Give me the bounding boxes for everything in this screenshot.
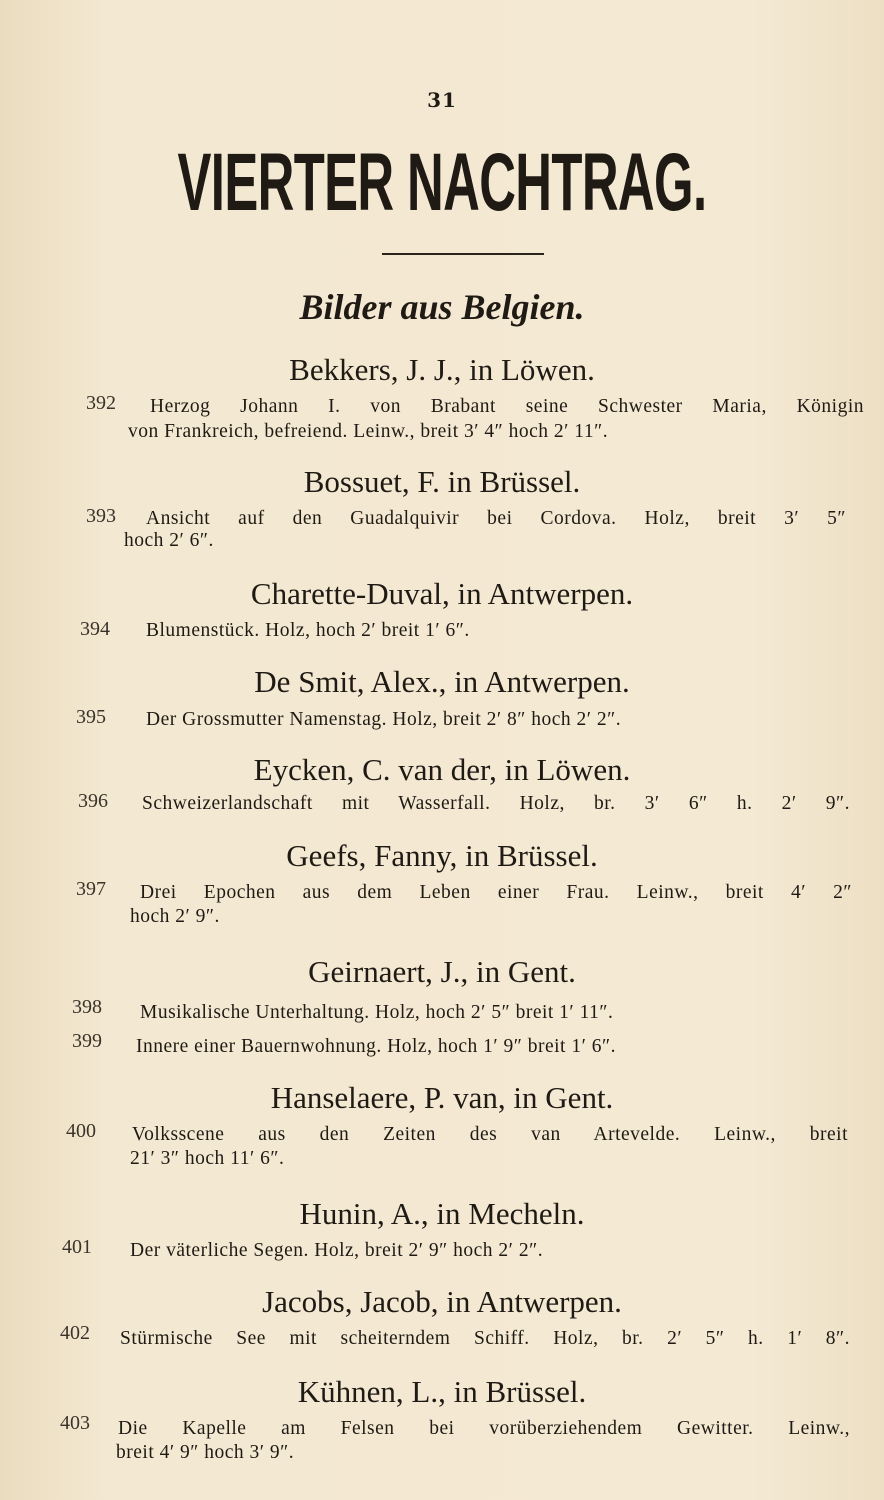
artist-heading: Jacobs, Jacob, in Antwerpen.	[262, 1284, 622, 1319]
artist-heading: Charette-Duval, in Antwerpen.	[250, 576, 634, 611]
entry-number: 396	[78, 790, 108, 812]
entry-text: Innere einer Bauernwohnung. Holz, hoch 1′ 9″ breit 1′ 6″.	[136, 1036, 616, 1057]
entry-text: Stürmische See mit scheiterndem Schiff. Holz, br. 2′ 5″ h. 1′ 8″.	[120, 1328, 850, 1349]
entry-text: Der väterliche Segen. Holz, breit 2′ 9″ hoch 2′ 2″.	[130, 1240, 544, 1261]
entry-number: 398	[72, 996, 102, 1018]
entry-text: Ansicht auf den Guadalquivir bei Cordova. Holz, breit 3′ 5″	[146, 508, 846, 529]
entry-number: 401	[62, 1236, 92, 1258]
artist-heading: Geirnaert, J., in Gent.	[308, 954, 576, 989]
entry-text: Drei Epochen aus dem Leben einer Frau. Leinw., breit 4′ 2″	[140, 882, 852, 903]
entry-text: Der Grossmutter Namenstag. Holz, breit 2′ 8″ hoch 2′ 2″.	[146, 709, 622, 730]
entry-text: hoch 2′ 6″.	[124, 530, 214, 551]
entry-number: 395	[76, 706, 106, 728]
entry-number: 397	[76, 878, 106, 900]
entry-text: Schweizerlandschaft mit Wasserfall. Holz, br. 3′ 6″ h. 2′ 9″.	[142, 793, 850, 814]
artist-heading: Kühnen, L., in Brüssel.	[297, 1374, 587, 1409]
entry-text: Musikalische Unterhaltung. Holz, hoch 2′ 5″ breit 1′ 11″.	[140, 1002, 614, 1023]
artist-heading: Bekkers, J. J., in Löwen.	[289, 352, 595, 387]
entry-text: Die Kapelle am Felsen bei vorüberziehendem Gewitter. Leinw.,	[118, 1418, 850, 1439]
entry-text: von Frankreich, befreiend. Leinw., breit 3′ 4″ hoch 2′ 11″.	[128, 421, 609, 442]
title-divider	[382, 253, 544, 255]
artist-heading: Hunin, A., in Mecheln.	[299, 1196, 585, 1231]
section-subtitle: Bilder aus Belgien.	[299, 287, 585, 327]
page-title: VIERTER NACHTRAG.	[177, 137, 707, 228]
entry-text: Volksscene aus den Zeiten des van Artevelde. Leinw., breit	[132, 1124, 848, 1145]
entry-number: 393	[86, 505, 116, 527]
entry-number: 403	[60, 1412, 90, 1434]
entry-text: Herzog Johann I. von Brabant seine Schwester Maria, Königin	[150, 396, 864, 417]
artist-heading: Bossuet, F. in Brüssel.	[303, 464, 581, 499]
entry-text: Blumenstück. Holz, hoch 2′ breit 1′ 6″.	[146, 620, 470, 641]
page-number: 31	[427, 88, 457, 112]
entry-number: 400	[66, 1120, 96, 1142]
artist-heading: Hanselaere, P. van, in Gent.	[270, 1080, 614, 1115]
entry-text: breit 4′ 9″ hoch 3′ 9″.	[116, 1442, 295, 1463]
entry-text: hoch 2′ 9″.	[130, 906, 220, 927]
entry-number: 394	[80, 618, 110, 640]
entry-text: 21′ 3″ hoch 11′ 6″.	[130, 1148, 285, 1169]
entry-number: 392	[86, 392, 116, 414]
artist-heading: Geefs, Fanny, in Brüssel.	[286, 838, 598, 873]
entry-number: 402	[60, 1322, 90, 1344]
artist-heading: Eycken, C. van der, in Löwen.	[253, 752, 631, 787]
entry-number: 399	[72, 1030, 102, 1052]
artist-heading: De Smit, Alex., in Antwerpen.	[254, 664, 630, 699]
